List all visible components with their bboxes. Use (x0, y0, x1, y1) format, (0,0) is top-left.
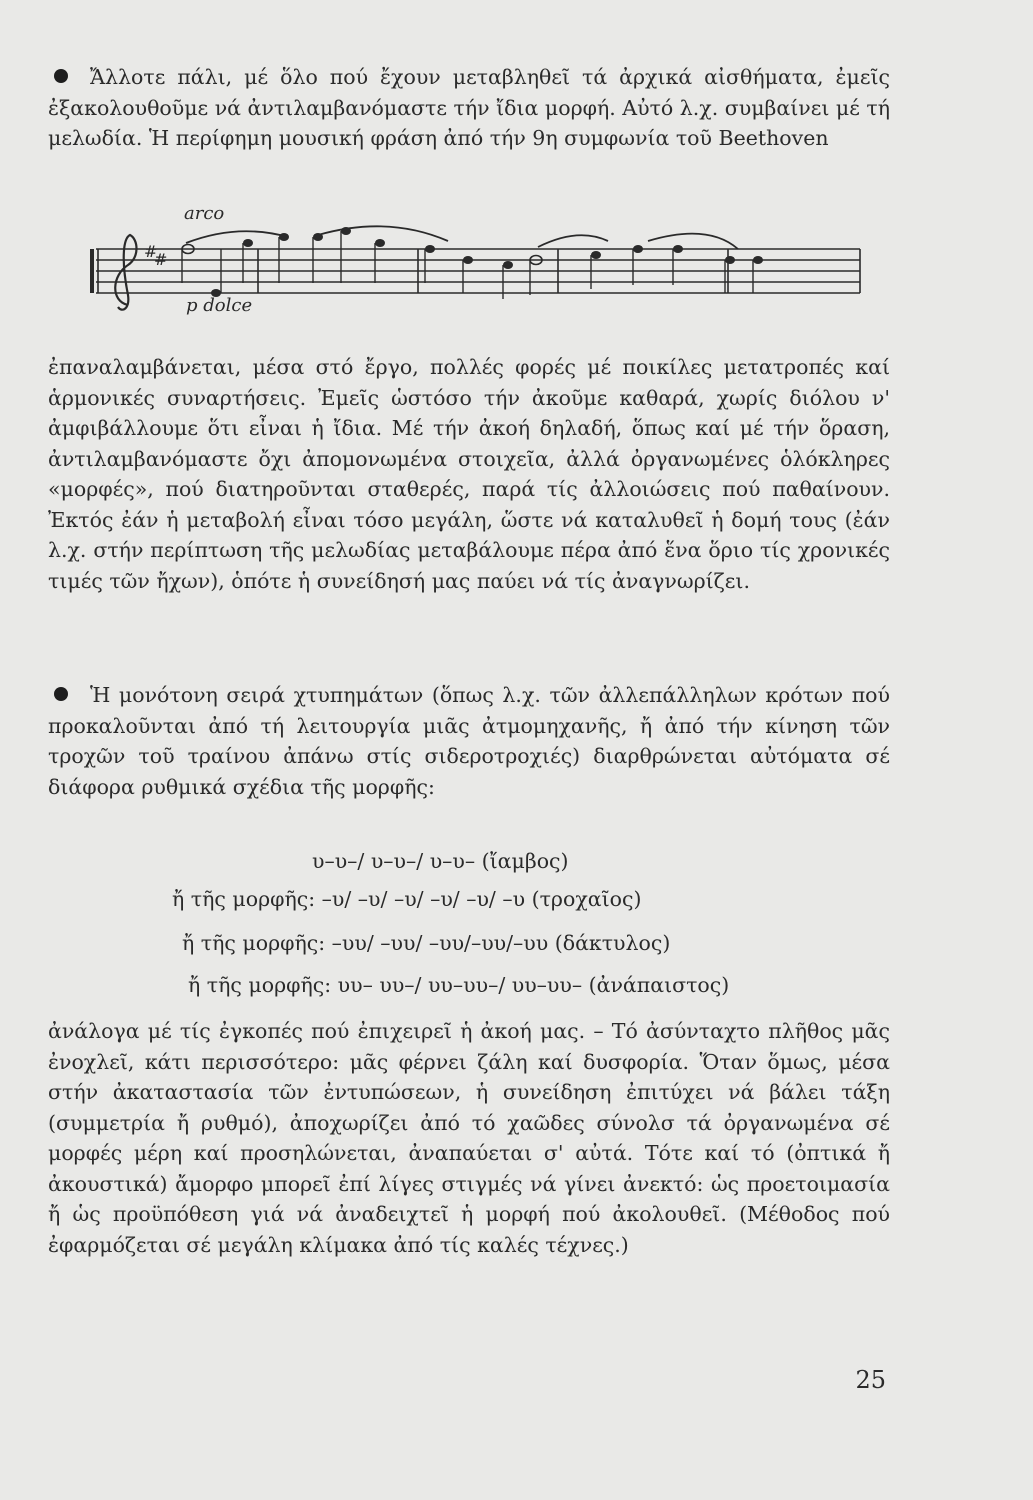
paragraph-1 (48, 62, 890, 154)
tempo-marking: arco (184, 203, 225, 224)
bullet-icon (54, 687, 68, 701)
musical-score (88, 205, 868, 335)
meter-iamb: υ–υ–/ υ–υ–/ υ–υ– (ἴαμβος) (312, 849, 569, 873)
paragraph-1-text: Ἄλλοτε πάλι, μέ ὅλο πού ἔχουν μεταβληθεῖ τά ἀρχικά αἰσθήματα, ἐμεῖς ἐξακολουθοῦμε νά ἀντιλαμβανόμαστε τήν ἴδια μορφή. Αὐτό λ.χ. συμβαίνει μέ τή μελωδία. Ἡ περίφημη μουσική φράση ἀπό τήν 9η συμφωνία τοῦ Beethoven (48, 65, 890, 150)
dynamic-marking: p dolce (186, 295, 253, 316)
meter-trochee: ἤ τῆς μορφῆς: –υ/ –υ/ –υ/ –υ/ –υ/ –υ (τροχαῖος) (172, 887, 642, 911)
page-number: 25 (855, 1366, 886, 1394)
paragraph-2: ἐπαναλαμβάνεται, μέσα στό ἔργο, πολλές φορές μέ ποικίλες μετατροπές καί ἁρμονικές συναρτήσεις. Ἐμεῖς ὡστόσο τήν ἀκοῦμε καθαρά, χωρίς διόλου ν' ἀμφιβάλλουμε ὅτι εἶναι ἡ ἴδια. Μέ τήν ἀκοή δηλαδή, ὅπως καί μέ τήν ὅραση, ἀντιλαμβανόμαστε ὄχι ἀπομονωμένα στοιχεῖα, ἀλλά ὀργανωμένες ὁλόκληρες «μορφές», πού διατηροῦνται σταθερές, παρά τίς ἀλλοιώσεις πού παθαίνουν. Ἐκτός ἐάν ἡ μεταβολή εἶναι τόσο μεγάλη, ὥστε νά καταλυθεῖ ἡ δομή τους (ἐάν λ.χ. στήν περίπτωση τῆς μελωδίας μεταβάλουμε πέρα ἀπό ἕνα ὅριο τίς χρονικές τιμές τῶν ἤχων), ὁπότε ἡ συνείδησή μας παύει νά τίς ἀναγνωρίζει. (48, 355, 890, 593)
paragraph-4: ἀνάλογα μέ τίς ἐγκοπές πού ἐπιχειρεῖ ἡ ἀκοή μας. – Τό ἀσύνταχτο πλῆθος μᾶς ἐνοχλεῖ, κάτι περισσότερο: μᾶς φέρνει ζάλη καί δυσφορία. Ὅταν ὅμως, μέσα στήν ἀκαταστασία τῶν ἐντυπώσεων, ἡ συνείδηση ἐπιτύχει νά βάλει τάξη (συμμετρία ἤ ρυθμό), ἀποχωρίζει ἀπό τό χαῶδες σύνολσ τά ὀργανωμένα σέ μορφές μέρη καί προσηλώνεται, ἀναπαύεται σ' αὐτά. Τότε καί τό (ὀπτικά ἤ ἀκουστικά) ἄμορφο μπορεῖ ἐπί λίγες στιγμές νά γίνει ἀνεκτό: ὡς προετοιμασία ἤ ὡς προϋπόθεση γιά νά ἀναδειχτεῖ ἡ μορφή πού ἀκολουθεῖ. (Μέθοδος πού ἐφαρμόζεται σέ μεγάλη κλίμακα ἀπό τίς καλές τέχνες.) (48, 1019, 890, 1257)
meter-dactyl: ἤ τῆς μορφῆς: –υυ/ –υυ/ –υυ/–υυ/–υυ (δάκτυλος) (182, 931, 671, 955)
meter-anapaest: ἤ τῆς μορφῆς: υυ– υυ–/ υυ–υυ–/ υυ–υυ– (ἀνάπαιστος) (188, 973, 730, 997)
paragraph-3-text: Ἡ μονότονη σειρά χτυπημάτων (ὅπως λ.χ. τῶν ἀλλεπάλληλων κρότων πού προκαλοῦνται ἀπό τή λειτουργία μιᾶς ἀτμομηχανῆς, ἤ ἀπό τήν κίνηση τῶν τροχῶν τοῦ τραίνου ἀπάνω στίς σιδεροτροχιές) διαρθρώνεται αὐτόματα σέ διάφορα ρυθμικά σχέδια τῆς μορφῆς: (48, 683, 890, 799)
paragraph-3 (48, 680, 890, 802)
bullet-icon (54, 69, 68, 83)
svg-text:#: # (144, 242, 158, 261)
svg-text:#: # (154, 250, 168, 269)
